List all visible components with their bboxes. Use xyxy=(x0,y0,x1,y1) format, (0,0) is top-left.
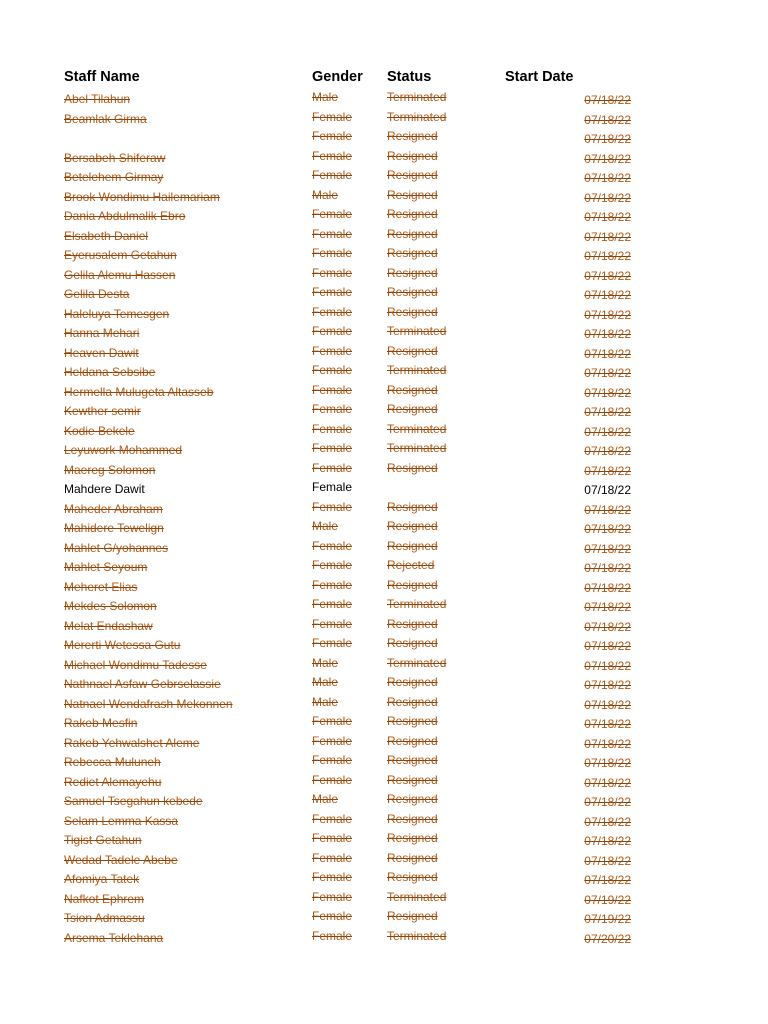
status-cell: Terminated xyxy=(387,421,447,436)
start-date-cell: 07/18/22 xyxy=(584,346,631,361)
gender-cell: Female xyxy=(312,597,353,611)
table-row xyxy=(0,675,768,695)
start-date-cell: 07/18/22 xyxy=(584,561,631,575)
staff-name-cell: Mahidere Tewelign xyxy=(64,521,164,535)
gender-cell: Female xyxy=(312,928,353,943)
staff-name-cell: Heaven Dawit xyxy=(64,345,139,360)
status-cell: Resigned xyxy=(387,499,438,514)
table-row xyxy=(0,812,768,832)
gender-cell: Female xyxy=(312,226,353,241)
start-date-cell: 07/18/22 xyxy=(584,93,631,107)
table-row xyxy=(0,773,768,793)
start-date-cell: 07/18/22 xyxy=(584,483,631,497)
staff-name-cell: Mekdes Solomon xyxy=(64,599,157,613)
gender-cell: Female xyxy=(312,402,353,416)
status-cell: Resigned xyxy=(387,129,438,143)
status-cell: Resigned xyxy=(387,675,438,689)
staff-name-cell: Bersabeh Shiferaw xyxy=(64,150,166,165)
status-cell: Rejected xyxy=(387,558,435,572)
status-cell: Resigned xyxy=(387,870,438,884)
table-row xyxy=(0,90,768,110)
table-body xyxy=(0,90,768,948)
status-cell: Resigned xyxy=(387,792,438,806)
gender-cell: Female xyxy=(312,168,353,182)
start-date-cell: 07/18/22 xyxy=(584,385,631,400)
gender-cell: Male xyxy=(312,675,339,689)
start-date-cell: 07/18/22 xyxy=(584,814,631,829)
status-cell: Resigned xyxy=(387,831,438,845)
start-date-cell: 07/18/22 xyxy=(584,307,631,322)
status-cell: Terminated xyxy=(387,363,447,377)
staff-name-cell: Mererti Wetessa Gutu xyxy=(64,638,181,652)
gender-cell: Female xyxy=(312,421,353,436)
table-row xyxy=(0,344,768,364)
status-cell: Terminated xyxy=(387,889,447,904)
gender-cell: Male xyxy=(312,655,339,670)
start-date-cell: 07/20/22 xyxy=(584,931,631,946)
table-row xyxy=(0,383,768,403)
gender-cell: Female xyxy=(312,714,353,728)
table-row xyxy=(0,695,768,715)
staff-name-cell: Maereg Solomon xyxy=(64,462,156,477)
staff-name-cell: Abel Tilahun xyxy=(64,92,131,106)
gender-cell: Female xyxy=(312,265,353,280)
start-date-cell: 07/18/22 xyxy=(584,405,631,419)
staff-name-cell: Nafkot Ephrem xyxy=(64,891,145,906)
table-row xyxy=(0,480,768,500)
staff-name-cell: Rakeb Yehwalshet Aleme xyxy=(64,735,200,750)
start-date-cell: 07/18/22 xyxy=(584,775,631,790)
start-date-cell: 07/18/22 xyxy=(584,249,631,263)
table-row xyxy=(0,539,768,559)
gender-cell: Female xyxy=(312,577,353,592)
gender-cell: Female xyxy=(312,889,353,904)
staff-name-cell: Tigist Getahun xyxy=(64,833,142,847)
start-date-cell: 07/18/22 xyxy=(584,463,631,478)
table-row xyxy=(0,285,768,305)
staff-name-cell: Arsema Teklehana xyxy=(64,930,164,945)
gender-cell: Female xyxy=(312,850,353,865)
status-cell: Resigned xyxy=(387,343,438,358)
gender-cell: Female xyxy=(312,870,353,884)
staff-name-cell: Natnael Wendafrash Mekonnen xyxy=(64,696,233,711)
start-date-cell: 07/18/22 xyxy=(584,366,631,380)
start-date-cell: 07/18/22 xyxy=(584,541,631,556)
staff-name-cell: Leyuwork Mohammed xyxy=(64,443,183,457)
start-date-cell: 07/18/22 xyxy=(584,210,631,224)
table-row xyxy=(0,519,768,539)
gender-cell: Female xyxy=(312,480,353,494)
gender-cell: Female xyxy=(312,363,353,377)
staff-name-cell: Kewther semir xyxy=(64,404,141,418)
table-row xyxy=(0,246,768,266)
table-row xyxy=(0,266,768,286)
gender-cell: Male xyxy=(312,519,339,533)
gender-cell: Female xyxy=(312,772,353,787)
gender-cell: Male xyxy=(312,792,339,806)
header-status: Status xyxy=(387,69,432,85)
start-date-cell: 07/18/22 xyxy=(584,171,631,185)
start-date-cell: 07/18/22 xyxy=(584,112,631,127)
start-date-cell: 07/18/22 xyxy=(584,717,631,731)
status-cell: Resigned xyxy=(387,226,438,241)
staff-name-cell: Selam Lemma Kassa xyxy=(64,813,179,828)
staff-name-cell: Hanna Mehari xyxy=(64,326,140,340)
table-row xyxy=(0,851,768,871)
staff-name-cell: Gelila Desta xyxy=(64,287,130,301)
staff-name-cell: Wedad Tadele Abebe xyxy=(64,852,178,867)
table-row xyxy=(0,441,768,461)
staff-name-cell: Kodie Bekele xyxy=(64,423,135,438)
start-date-cell: 07/18/22 xyxy=(584,853,631,868)
start-date-cell: 07/18/22 xyxy=(584,658,631,673)
table-row xyxy=(0,636,768,656)
table-row xyxy=(0,734,768,754)
start-date-cell: 07/18/22 xyxy=(584,873,631,887)
table-row xyxy=(0,129,768,149)
gender-cell: Female xyxy=(312,811,353,826)
status-cell: Resigned xyxy=(387,285,438,299)
status-cell: Resigned xyxy=(387,616,438,631)
table-row xyxy=(0,402,768,422)
status-cell: Resigned xyxy=(387,850,438,865)
table-row xyxy=(0,714,768,734)
staff-name-cell: Samuel Tsegahun kebede xyxy=(64,794,203,808)
gender-cell: Female xyxy=(312,499,353,514)
gender-cell: Female xyxy=(312,246,353,260)
staff-name-cell: Heldana Sebsibe xyxy=(64,365,156,379)
table-row xyxy=(0,168,768,188)
staff-name-cell: Hermella Mulugeta Altasseb xyxy=(64,384,214,399)
start-date-cell: 07/18/22 xyxy=(584,288,631,302)
gender-cell: Female xyxy=(312,382,353,397)
staff-name-cell: Nathnael Asfaw Gebrselassie xyxy=(64,677,221,691)
staff-name-cell: Rakeb Mesfin xyxy=(64,716,138,730)
status-cell: Resigned xyxy=(387,733,438,748)
start-date-cell: 07/18/22 xyxy=(584,678,631,692)
table-row xyxy=(0,578,768,598)
status-cell: Terminated xyxy=(387,928,447,943)
start-date-cell: 07/18/22 xyxy=(584,619,631,634)
header-start-date: Start Date xyxy=(505,69,574,85)
start-date-cell: 07/19/22 xyxy=(584,892,631,907)
staff-name-cell: Dania Abdulmalik Ebro xyxy=(64,209,186,223)
table-row xyxy=(0,461,768,481)
status-cell: Resigned xyxy=(387,909,438,923)
status-cell: Terminated xyxy=(387,324,447,338)
gender-cell: Female xyxy=(312,207,353,221)
status-cell: Terminated xyxy=(387,441,447,455)
start-date-cell: 07/18/22 xyxy=(584,736,631,751)
gender-cell: Female xyxy=(312,304,353,319)
start-date-cell: 07/18/22 xyxy=(584,268,631,283)
table-row xyxy=(0,149,768,169)
status-cell: Resigned xyxy=(387,811,438,826)
status-cell: Resigned xyxy=(387,772,438,787)
start-date-cell: 07/18/22 xyxy=(584,639,631,653)
gender-cell: Female xyxy=(312,616,353,631)
staff-name-cell: Maheder Abraham xyxy=(64,501,163,516)
table-row xyxy=(0,597,768,617)
gender-cell: Female xyxy=(312,831,353,845)
staff-name-cell: Melat Endashaw xyxy=(64,618,153,633)
start-date-cell: 07/18/22 xyxy=(584,132,631,146)
start-date-cell: 07/18/22 xyxy=(584,834,631,848)
staff-name-cell: Rebecca Muluneh xyxy=(64,755,161,769)
table-row xyxy=(0,617,768,637)
gender-cell: Female xyxy=(312,753,353,767)
status-cell: Resigned xyxy=(387,538,438,553)
staff-name-cell: Mahdere Dawit xyxy=(64,482,145,496)
table-header xyxy=(0,69,768,89)
start-date-cell: 07/18/22 xyxy=(584,580,631,595)
table-row xyxy=(0,422,768,442)
table-row xyxy=(0,207,768,227)
gender-cell: Male xyxy=(312,90,339,104)
staff-name-cell: Brook Wondimu Hailemariam xyxy=(64,189,220,204)
gender-cell: Female xyxy=(312,733,353,748)
start-date-cell: 07/18/22 xyxy=(584,795,631,809)
start-date-cell: 07/18/22 xyxy=(584,522,631,536)
staff-name-cell: Eyerusalem Getahun xyxy=(64,248,177,262)
status-cell: Resigned xyxy=(387,694,438,709)
status-cell: Resigned xyxy=(387,304,438,319)
table-row xyxy=(0,656,768,676)
status-cell: Resigned xyxy=(387,519,438,533)
gender-cell: Female xyxy=(312,460,353,475)
staff-name-cell: Gelila Alemu Hassen xyxy=(64,267,176,282)
header-staff-name: Staff Name xyxy=(64,69,140,85)
table-row xyxy=(0,324,768,344)
gender-cell: Female xyxy=(312,148,353,163)
status-cell: Resigned xyxy=(387,714,438,728)
status-cell: Resigned xyxy=(387,207,438,221)
start-date-cell: 07/18/22 xyxy=(584,151,631,166)
status-cell: Terminated xyxy=(387,597,447,611)
staff-name-cell: Mahlet G/yohannes xyxy=(64,540,169,555)
staff-name-cell: Meheret Elias xyxy=(64,579,138,594)
gender-cell: Female xyxy=(312,441,353,455)
staff-name-cell: Mahlet Seyoum xyxy=(64,560,148,574)
staff-name-cell: Elsabeth Daniel xyxy=(64,228,149,243)
table-row xyxy=(0,890,768,910)
status-cell: Terminated xyxy=(387,655,447,670)
staff-name-cell: Haleluya Temesgen xyxy=(64,306,170,321)
start-date-cell: 07/18/22 xyxy=(584,424,631,439)
status-cell: Resigned xyxy=(387,753,438,767)
start-date-cell: 07/18/22 xyxy=(584,444,631,458)
staff-name-cell: Betelehem Girmay xyxy=(64,170,164,184)
start-date-cell: 07/18/22 xyxy=(584,600,631,614)
status-cell: Terminated xyxy=(387,109,447,124)
table-row xyxy=(0,305,768,325)
status-cell: Resigned xyxy=(387,577,438,592)
start-date-cell: 07/18/22 xyxy=(584,756,631,770)
start-date-cell: 07/18/22 xyxy=(584,190,631,205)
gender-cell: Female xyxy=(312,909,353,923)
status-cell: Resigned xyxy=(387,168,438,182)
status-cell: Resigned xyxy=(387,148,438,163)
gender-cell: Female xyxy=(312,538,353,553)
status-cell: Resigned xyxy=(387,187,438,202)
gender-cell: Female xyxy=(312,129,353,143)
staff-name-cell: Afomiya Tatek xyxy=(64,872,140,886)
staff-name-cell: Michael Wondimu Tadesse xyxy=(64,657,207,672)
start-date-cell: 07/19/22 xyxy=(584,912,631,926)
status-cell: Resigned xyxy=(387,246,438,260)
gender-cell: Female xyxy=(312,343,353,358)
status-cell: Resigned xyxy=(387,382,438,397)
gender-cell: Female xyxy=(312,636,353,650)
table-row xyxy=(0,831,768,851)
table-row xyxy=(0,227,768,247)
gender-cell: Female xyxy=(312,109,353,124)
table-row xyxy=(0,792,768,812)
header-gender: Gender xyxy=(312,69,363,85)
status-cell: Resigned xyxy=(387,636,438,650)
start-date-cell: 07/18/22 xyxy=(584,697,631,712)
gender-cell: Male xyxy=(312,694,339,709)
staff-name-cell: Tsion Admassu xyxy=(64,911,145,925)
start-date-cell: 07/18/22 xyxy=(584,229,631,244)
table-row xyxy=(0,363,768,383)
table-row xyxy=(0,558,768,578)
gender-cell: Male xyxy=(312,187,339,202)
table-row xyxy=(0,870,768,890)
table-row xyxy=(0,500,768,520)
status-cell: Resigned xyxy=(387,265,438,280)
gender-cell: Female xyxy=(312,558,353,572)
status-cell: Terminated xyxy=(387,90,447,104)
staff-name-cell: Beamlak Girma xyxy=(64,111,147,126)
table-row xyxy=(0,110,768,130)
gender-cell: Female xyxy=(312,285,353,299)
status-cell: Resigned xyxy=(387,460,438,475)
staff-name-cell: Rediet Alemayehu xyxy=(64,774,162,789)
table-row xyxy=(0,929,768,949)
table-row xyxy=(0,188,768,208)
table-row xyxy=(0,909,768,929)
start-date-cell: 07/18/22 xyxy=(584,502,631,517)
status-cell: Resigned xyxy=(387,402,438,416)
table-row xyxy=(0,753,768,773)
start-date-cell: 07/18/22 xyxy=(584,327,631,341)
gender-cell: Female xyxy=(312,324,353,338)
